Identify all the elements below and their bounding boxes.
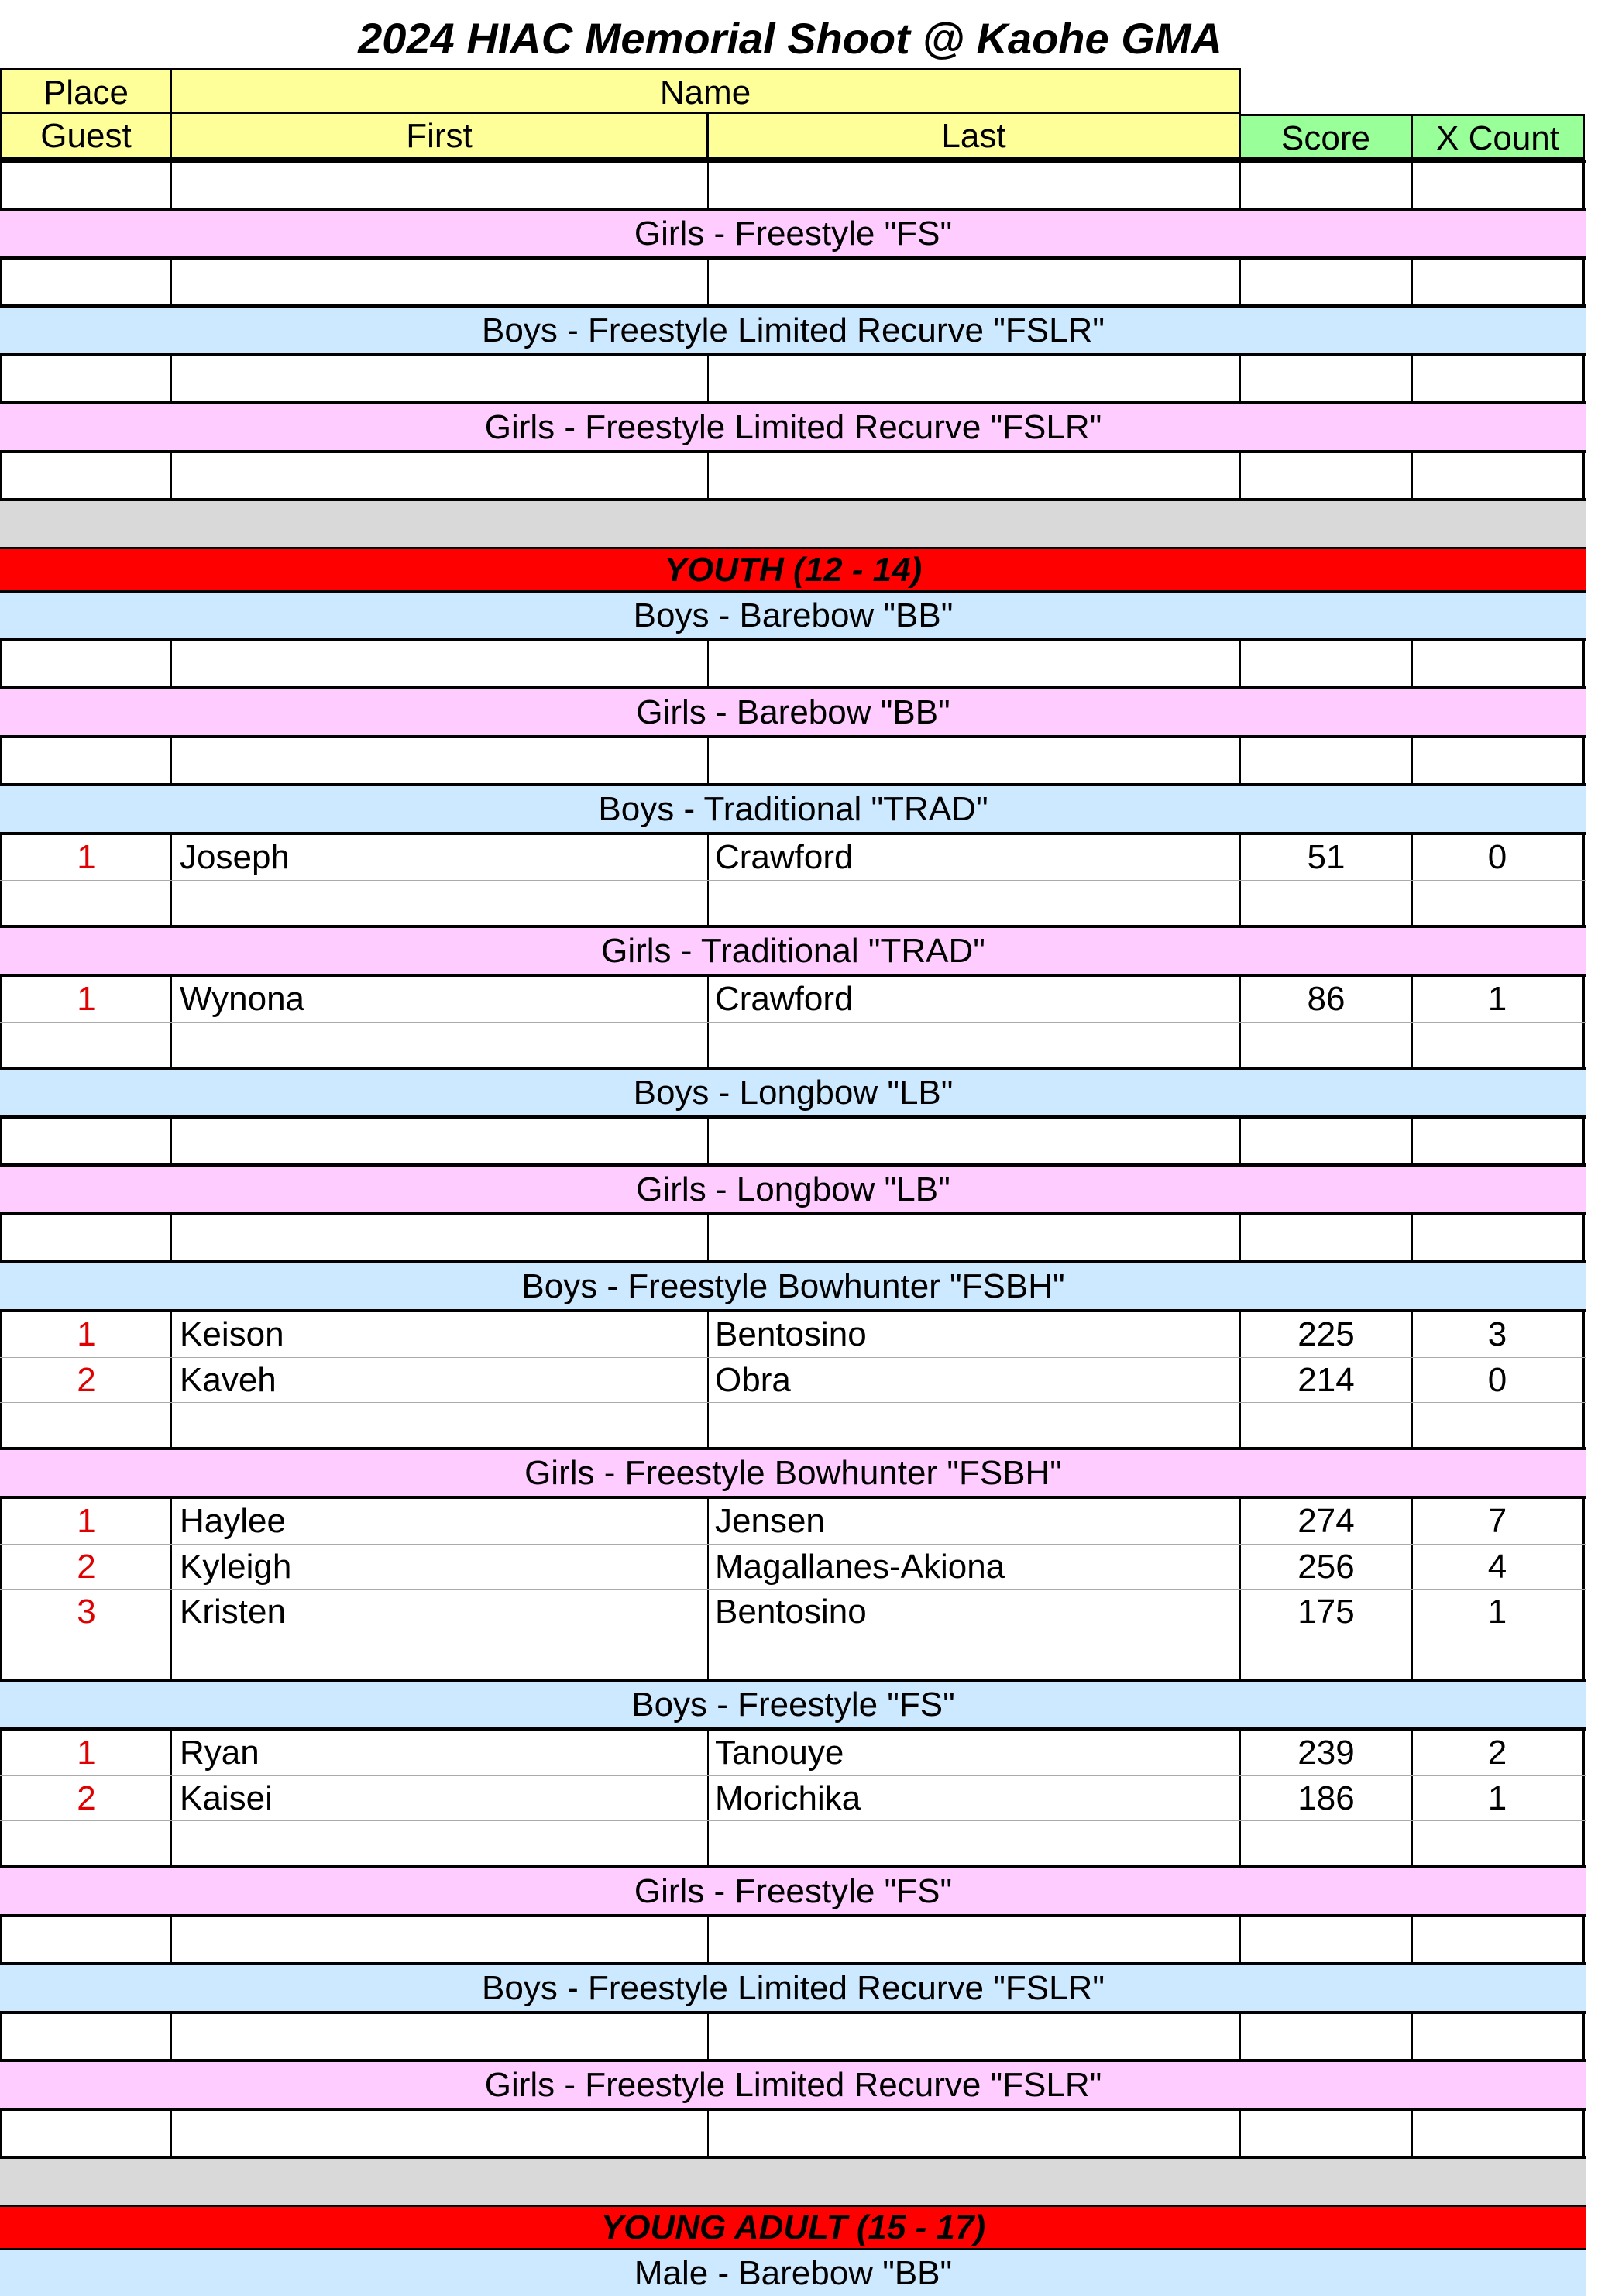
place-cell [0, 881, 172, 925]
group-spacer [0, 501, 1586, 547]
last-name-cell: Bentosino [709, 1590, 1241, 1634]
result-block [0, 256, 1586, 308]
first-name-cell [172, 1215, 709, 1260]
result-block [0, 1212, 1586, 1263]
score-cell: 51 [1241, 835, 1413, 880]
x-count-cell [1413, 2111, 1585, 2156]
score-cell [1241, 356, 1413, 401]
last-name-cell [709, 641, 1241, 686]
last-name-cell: Bentosino [709, 1312, 1241, 1357]
score-cell [1241, 1023, 1413, 1067]
score-cell [1241, 1634, 1413, 1679]
division-header: Girls - Freestyle Limited Recurve "FSLR" [0, 2062, 1586, 2108]
results-body [0, 160, 1586, 2296]
x-count-cell: 3 [1413, 1312, 1585, 1357]
division-header: Girls - Freestyle Bowhunter "FSBH" [0, 1450, 1586, 1496]
score-cell [1241, 1119, 1413, 1163]
place-cell: 2 [0, 1545, 172, 1589]
result-block [0, 450, 1586, 501]
score-cell: 239 [1241, 1731, 1413, 1775]
header-row-bottom [0, 114, 1586, 160]
place-cell [0, 2014, 172, 2059]
division-header: Girls - Barebow "BB" [0, 689, 1586, 735]
table-row [0, 1499, 1586, 1544]
first-name-cell [172, 738, 709, 783]
place-cell [0, 641, 172, 686]
first-name-cell [172, 356, 709, 401]
x-count-cell: 1 [1413, 1590, 1585, 1634]
division-header: Boys - Barebow "BB" [0, 593, 1586, 638]
header-row-top [0, 68, 1586, 114]
place-cell [0, 1917, 172, 1962]
header-guest: Guest [0, 114, 172, 160]
last-name-cell [709, 260, 1241, 304]
first-name-cell [172, 881, 709, 925]
first-name-cell [172, 2014, 709, 2059]
x-count-cell: 4 [1413, 1545, 1585, 1589]
division-header: Girls - Freestyle Limited Recurve "FSLR" [0, 404, 1586, 450]
score-cell [1241, 1917, 1413, 1962]
result-block [0, 2011, 1586, 2062]
header-first: First [172, 114, 709, 160]
place-cell: 1 [0, 1312, 172, 1357]
place-cell [0, 1023, 172, 1067]
group-spacer [0, 2159, 1586, 2205]
first-name-cell [172, 1634, 709, 1679]
x-count-cell [1413, 641, 1585, 686]
x-count-cell [1413, 1634, 1585, 1679]
score-cell: 86 [1241, 977, 1413, 1022]
division-header: Girls - Longbow "LB" [0, 1167, 1586, 1212]
x-count-cell [1413, 2014, 1585, 2059]
score-cell: 256 [1241, 1545, 1413, 1589]
score-cell [1241, 453, 1413, 498]
last-name-cell: Morichika [709, 1776, 1241, 1820]
first-name-cell [172, 1023, 709, 1067]
score-cell: 214 [1241, 1358, 1413, 1402]
table-row [0, 2111, 1586, 2156]
page-title: 2024 HIAC Memorial Shoot @ Kaohe GMA [358, 14, 1222, 63]
division-header: Boys - Freestyle Limited Recurve "FSLR" [0, 1965, 1586, 2011]
place-cell [0, 163, 172, 208]
x-count-cell: 0 [1413, 1358, 1585, 1402]
place-cell: 3 [0, 1590, 172, 1634]
x-count-cell [1413, 1403, 1585, 1447]
first-name-cell [172, 163, 709, 208]
division-header: Boys - Freestyle "FS" [0, 1682, 1586, 1727]
table-row [0, 1775, 1586, 1820]
division-header: Boys - Traditional "TRAD" [0, 786, 1586, 832]
score-cell [1241, 1403, 1413, 1447]
last-name-cell [709, 2014, 1241, 2059]
first-name-cell [172, 1821, 709, 1865]
score-cell [1241, 260, 1413, 304]
last-name-cell: Crawford [709, 977, 1241, 1022]
first-name-cell: Joseph [172, 835, 709, 880]
score-cell [1241, 1821, 1413, 1865]
last-name-cell: Crawford [709, 835, 1241, 880]
first-name-cell [172, 1917, 709, 1962]
score-cell [1241, 641, 1413, 686]
place-cell: 1 [0, 1499, 172, 1544]
result-block [0, 1496, 1586, 1682]
last-name-cell [709, 1215, 1241, 1260]
x-count-cell [1413, 1917, 1585, 1962]
age-group-header: YOUTH (12 - 14) [0, 547, 1586, 593]
place-cell [0, 1821, 172, 1865]
x-count-cell [1413, 163, 1585, 208]
first-name-cell: Kristen [172, 1590, 709, 1634]
place-cell [0, 1215, 172, 1260]
place-cell [0, 356, 172, 401]
first-name-cell: Haylee [172, 1499, 709, 1544]
last-name-cell [709, 453, 1241, 498]
results-sheet [0, 68, 1586, 2296]
x-count-cell [1413, 1023, 1585, 1067]
x-count-cell [1413, 1821, 1585, 1865]
place-cell: 2 [0, 1358, 172, 1402]
last-name-cell [709, 1634, 1241, 1679]
result-block [0, 1115, 1586, 1167]
x-count-cell [1413, 356, 1585, 401]
table-row [0, 977, 1586, 1022]
table-row [0, 1402, 1586, 1447]
last-name-cell [709, 1821, 1241, 1865]
header-last: Last [709, 114, 1241, 160]
last-name-cell [709, 1917, 1241, 1962]
x-count-cell [1413, 1119, 1585, 1163]
x-count-cell [1413, 260, 1585, 304]
header-xcount: X Count [1413, 114, 1585, 160]
result-block [0, 160, 1586, 211]
score-cell: 274 [1241, 1499, 1413, 1544]
table-row [0, 1215, 1586, 1260]
x-count-cell: 1 [1413, 977, 1585, 1022]
x-count-cell: 1 [1413, 1776, 1585, 1820]
result-block [0, 638, 1586, 689]
table-row [0, 1820, 1586, 1865]
header-place: Place [0, 68, 172, 114]
first-name-cell [172, 641, 709, 686]
place-cell [0, 453, 172, 498]
place-cell: 1 [0, 1731, 172, 1775]
result-block [0, 1309, 1586, 1450]
score-cell [1241, 738, 1413, 783]
x-count-cell: 2 [1413, 1731, 1585, 1775]
place-cell [0, 1634, 172, 1679]
first-name-cell [172, 1403, 709, 1447]
score-cell [1241, 163, 1413, 208]
result-block [0, 2108, 1586, 2159]
table-row [0, 453, 1586, 498]
last-name-cell: Magallanes-Akiona [709, 1545, 1241, 1589]
x-count-cell: 7 [1413, 1499, 1585, 1544]
place-cell [0, 2111, 172, 2156]
division-header: Girls - Traditional "TRAD" [0, 928, 1586, 974]
table-row [0, 1917, 1586, 1962]
header-score: Score [1241, 114, 1413, 160]
result-block [0, 1727, 1586, 1868]
division-header: Boys - Freestyle Bowhunter "FSBH" [0, 1263, 1586, 1309]
first-name-cell: Keison [172, 1312, 709, 1357]
first-name-cell [172, 453, 709, 498]
x-count-cell [1413, 738, 1585, 783]
header-name: Name [172, 68, 1241, 114]
place-cell [0, 1119, 172, 1163]
last-name-cell [709, 881, 1241, 925]
table-row [0, 880, 1586, 925]
place-cell [0, 260, 172, 304]
table-row [0, 1357, 1586, 1402]
last-name-cell: Jensen [709, 1499, 1241, 1544]
result-block [0, 832, 1586, 928]
first-name-cell [172, 260, 709, 304]
division-header: Boys - Freestyle Limited Recurve "FSLR" [0, 308, 1586, 353]
x-count-cell [1413, 1215, 1585, 1260]
x-count-cell [1413, 881, 1585, 925]
place-cell [0, 1403, 172, 1447]
place-cell: 1 [0, 977, 172, 1022]
last-name-cell [709, 1403, 1241, 1447]
table-row [0, 260, 1586, 304]
score-cell [1241, 881, 1413, 925]
place-cell: 2 [0, 1776, 172, 1820]
table-row [0, 356, 1586, 401]
first-name-cell: Kaveh [172, 1358, 709, 1402]
last-name-cell: Obra [709, 1358, 1241, 1402]
score-cell: 186 [1241, 1776, 1413, 1820]
table-row [0, 1119, 1586, 1163]
division-header: Girls - Freestyle "FS" [0, 1868, 1586, 1914]
age-group-header: YOUNG ADULT (15 - 17) [0, 2205, 1586, 2250]
result-block [0, 974, 1586, 1070]
last-name-cell [709, 163, 1241, 208]
division-header: Girls - Freestyle "FS" [0, 211, 1586, 256]
division-header: Male - Barebow "BB" [0, 2250, 1586, 2296]
first-name-cell: Kaisei [172, 1776, 709, 1820]
result-block [0, 735, 1586, 786]
last-name-cell [709, 738, 1241, 783]
last-name-cell [709, 2111, 1241, 2156]
score-cell [1241, 1215, 1413, 1260]
score-cell [1241, 2014, 1413, 2059]
score-cell: 175 [1241, 1590, 1413, 1634]
first-name-cell: Ryan [172, 1731, 709, 1775]
score-cell [1241, 2111, 1413, 2156]
result-block [0, 353, 1586, 404]
place-cell [0, 738, 172, 783]
last-name-cell [709, 356, 1241, 401]
table-row [0, 2014, 1586, 2059]
last-name-cell: Tanouye [709, 1731, 1241, 1775]
table-row [0, 1022, 1586, 1067]
x-count-cell [1413, 453, 1585, 498]
table-row [0, 835, 1586, 880]
first-name-cell [172, 1119, 709, 1163]
table-row [0, 1731, 1586, 1775]
first-name-cell: Kyleigh [172, 1545, 709, 1589]
first-name-cell [172, 2111, 709, 2156]
place-cell: 1 [0, 835, 172, 880]
table-row [0, 641, 1586, 686]
last-name-cell [709, 1119, 1241, 1163]
table-row [0, 1589, 1586, 1634]
table-row [0, 738, 1586, 783]
table-row [0, 163, 1586, 208]
division-header: Boys - Longbow "LB" [0, 1070, 1586, 1115]
table-row [0, 1544, 1586, 1589]
first-name-cell: Wynona [172, 977, 709, 1022]
result-block [0, 1914, 1586, 1965]
last-name-cell [709, 1023, 1241, 1067]
table-row [0, 1312, 1586, 1357]
score-cell: 225 [1241, 1312, 1413, 1357]
table-row [0, 1634, 1586, 1679]
x-count-cell: 0 [1413, 835, 1585, 880]
